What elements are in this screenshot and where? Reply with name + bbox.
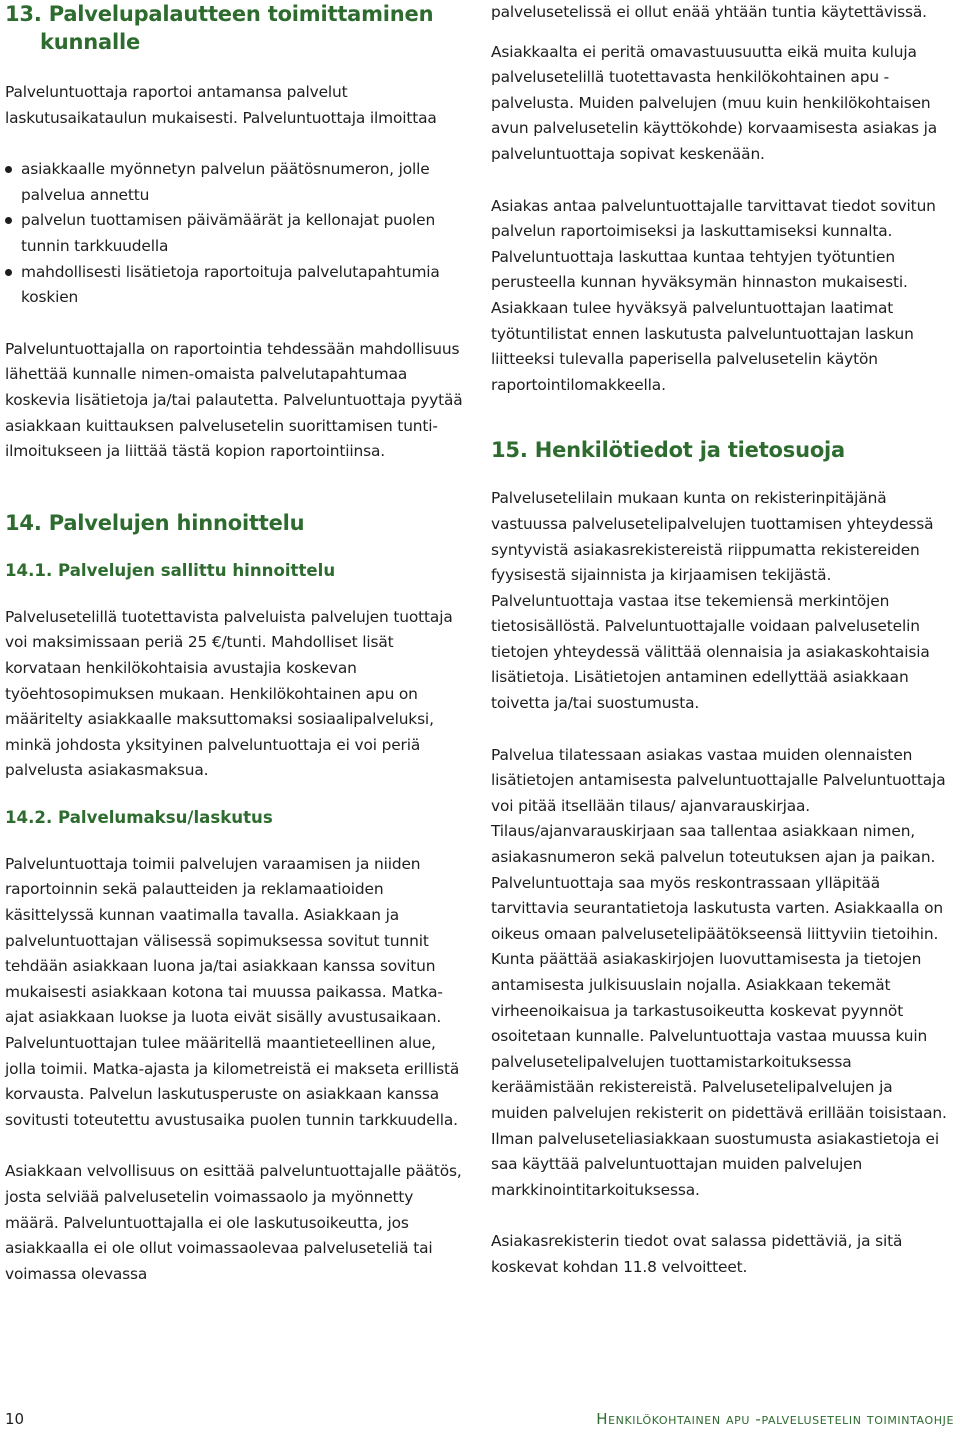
section-15-body-1: Palvelusetelilain mukaan kunta on rekisterinpitäjänä vastuussa palvelusetelipalvelujen tuottamisen yhteydessä syntyvistä asiakasrekistereistä riippumatta rekistereiden fyysisestä sijainnista ja kirjaamisen tekijästä. Palveluntuottaja vastaa itse tekemiensä merkintöjen tietosisällöstä. Palveluntuottajalle voidaan palvelusetelin tietojen yhteydessä välittää olennaisia ja asiakaskohtaisia lisätietoja. Lisätietojen antaminen edellyttää asiakkaan toivetta ja/tai suostumusta.: [491, 489, 934, 713]
bullet-item: asiakkaalle myönnetyn palvelun päätösnumeron, jolle palvelua annettu: [5, 157, 470, 208]
page-number: 10: [5, 1410, 25, 1428]
section-15-body-2: Palvelua tilatessaan asiakas vastaa muiden olennaisten lisätietojen antamisesta palveluntuottajalle Palveluntuottaja voi pitää itsellään tilaus/ ajanvarauskirjaa. Tilaus/ajanvarauskirjaan saa tallentaa asiakkaan nimen, asiakasnumeron sekä palvelun toteutuksen ajan ja paikan. Palveluntuottaja saa myös reskontrassaan ylläpitää tarvittavia seurantatietoja laskutusta varten. Asiakkaalla on oikeus omaan palvelusetelipäätökseensä liittyviin tietoihin. Kunta päättää asiakaskirjojen luovuttamisesta ja tietojen antamisesta julkisuuslain nojalla. Asiakkaan tekemät virheenoikaisua ja tarkastusoikeutta koskevat pyynnöt osoitetaan kunnalle. Palveluntuottaja vastaa muussa kuin palvelusetelipalvelujen tuottamistarkoituksessa keräämistään rekistereistä. Palvelusetelipalvelujen ja muiden palvelujen rekisterit on pidettävä erillään toisistaan. Ilman palveluseteliasiakkaan suostumusta asiakastietoja ei saa käyttää palveluntuottajan muiden palvelujen markkinointitarkoituksessa.: [491, 745, 947, 1199]
bullet-dot-icon: [5, 217, 12, 224]
continued-paragraph: palvelusetelissä ei ollut enää yhtään tuntia käytettävissä.: [491, 3, 927, 21]
section-13-heading: 13. Palvelupalautteen toimittaminen kunnalle: [5, 2, 434, 54]
bullet-dot-icon: [5, 269, 12, 276]
section-15-heading: 15. Henkilötiedot ja tietosuoja: [491, 438, 846, 463]
section-14-1-heading: 14.1. Palvelujen sallittu hinnoittelu: [5, 560, 336, 580]
section-14-2-heading: 14.2. Palvelumaksu/laskutus: [5, 807, 273, 827]
omavastuu-paragraph: Asiakkaalta ei peritä omavastuusuutta eikä muita kuluja palvelusetelillä tuotettavasta henkilökohtainen apu -palvelusta. Muiden palvelujen (muu kuin henkilökohtaisen avun palvelusetelin käyttökohde) korvaamisesta asiakas ja palveluntuottaja sopivat keskenään.: [491, 42, 938, 163]
left-column: [5, 0, 470, 1287]
tiedot-paragraph: Asiakas antaa palveluntuottajalle tarvittavat tiedot sovitun palvelun raportoimiseksi ja laskuttamiseksi kunnalta. Palveluntuottaja laskuttaa kuntaa tehtyjen työtuntien perusteella kunnan hyväksymän hinnaston mukaisesti. Asiakkaan tulee hyväksyä palveluntuottajan laatimat työtuntilistat ennen laskutusta palveluntuottajan laskun liitteeksi tulevalla paperisella palvelusetelin käytön raportointilomakkeella.: [491, 196, 936, 394]
bullet-dot-icon: [5, 166, 12, 173]
section-14-1-body: Palvelusetelillä tuotettavista palveluista palvelujen tuottaja voi maksimissaan periä 25 €/tunti. Mahdolliset lisät korvataan henkilökohtaisia avustajia koskevan työehtosopimuksen mukaan. Henkilökohtainen apu on määritelty asiakkaalle maksuttomaksi sosiaalipalveluksi, minkä johdosta yksityinen palveluntuottaja ei voi periä palvelusta asiakasmaksua.: [5, 607, 453, 780]
section-14-2-body-2: Asiakkaan velvollisuus on esittää palveluntuottajalle päätös, josta selviää palvelusetelin voimassaolo ja myönnetty määrä. Palveluntuottajalla ei ole laskutusoikeutta, jos asiakkaalla ei ole ollut voimassaolevaa palveluseteliä tai voimassa olevassa: [5, 1162, 462, 1283]
document-title-footer: Henkilökohtainen apu -palvelusetelin toimintaohje: [596, 1410, 954, 1428]
section-15-body-3: Asiakasrekisterin tiedot ovat salassa pidettäviä, ja sitä koskevat kohdan 11.8 velvoitteet.: [491, 1232, 903, 1276]
section-14-2-body: Palveluntuottaja toimii palvelujen varaamisen ja niiden raportoinnin sekä palautteiden ja reklamaatioiden käsittelyssä kunnan vaatimalla tavalla. Asiakkaan ja palveluntuottajan välisessä sopimuksessa sovitut tunnit tehdään asiakkaan luona ja/tai asiakkaan kanssa sovitun mukaisesti asiakkaan kotona tai muussa paikassa. Matka-ajat asiakkaan luokse ja luota eivät sisälly avustusaikaan. Palveluntuottajan tulee määritellä maantieteellinen alue, jolla toimii. Matka-ajasta ja kilometreistä ei makseta erillistä korvausta. Palvelun laskutusperuste on asiakkaan kanssa sovitusti toteutettu avustusaika puolen tunnin tarkkuudella.: [5, 854, 460, 1129]
section-13-body: Palveluntuottajalla on raportointia tehdessään mahdollisuus lähettää kunnalle nimen-omaista palvelutapahtumaa koskevia lisätietoja ja/tai palautetta. Palveluntuottaja pyytää asiakkaan kuittauksen palvelusetelin suorittamisen tunti-ilmoitukseen ja liittää tästä kopion raportointiinsa.: [5, 339, 463, 461]
bullet-item: palvelun tuottamisen päivämäärät ja kellonajat puolen tunnin tarkkuudella: [5, 208, 470, 259]
section-13-bullet-list: [5, 157, 470, 311]
section-13-intro: Palveluntuottaja raportoi antamansa palvelut laskutusaikataulun mukaisesti. Palveluntuottaja ilmoittaa: [5, 83, 437, 127]
bullet-item: mahdollisesti lisätietoja raportoituja palvelutapahtumia koskien: [5, 260, 470, 311]
right-column: [491, 0, 951, 1281]
section-14-heading: 14. Palvelujen hinnoittelu: [5, 510, 305, 535]
